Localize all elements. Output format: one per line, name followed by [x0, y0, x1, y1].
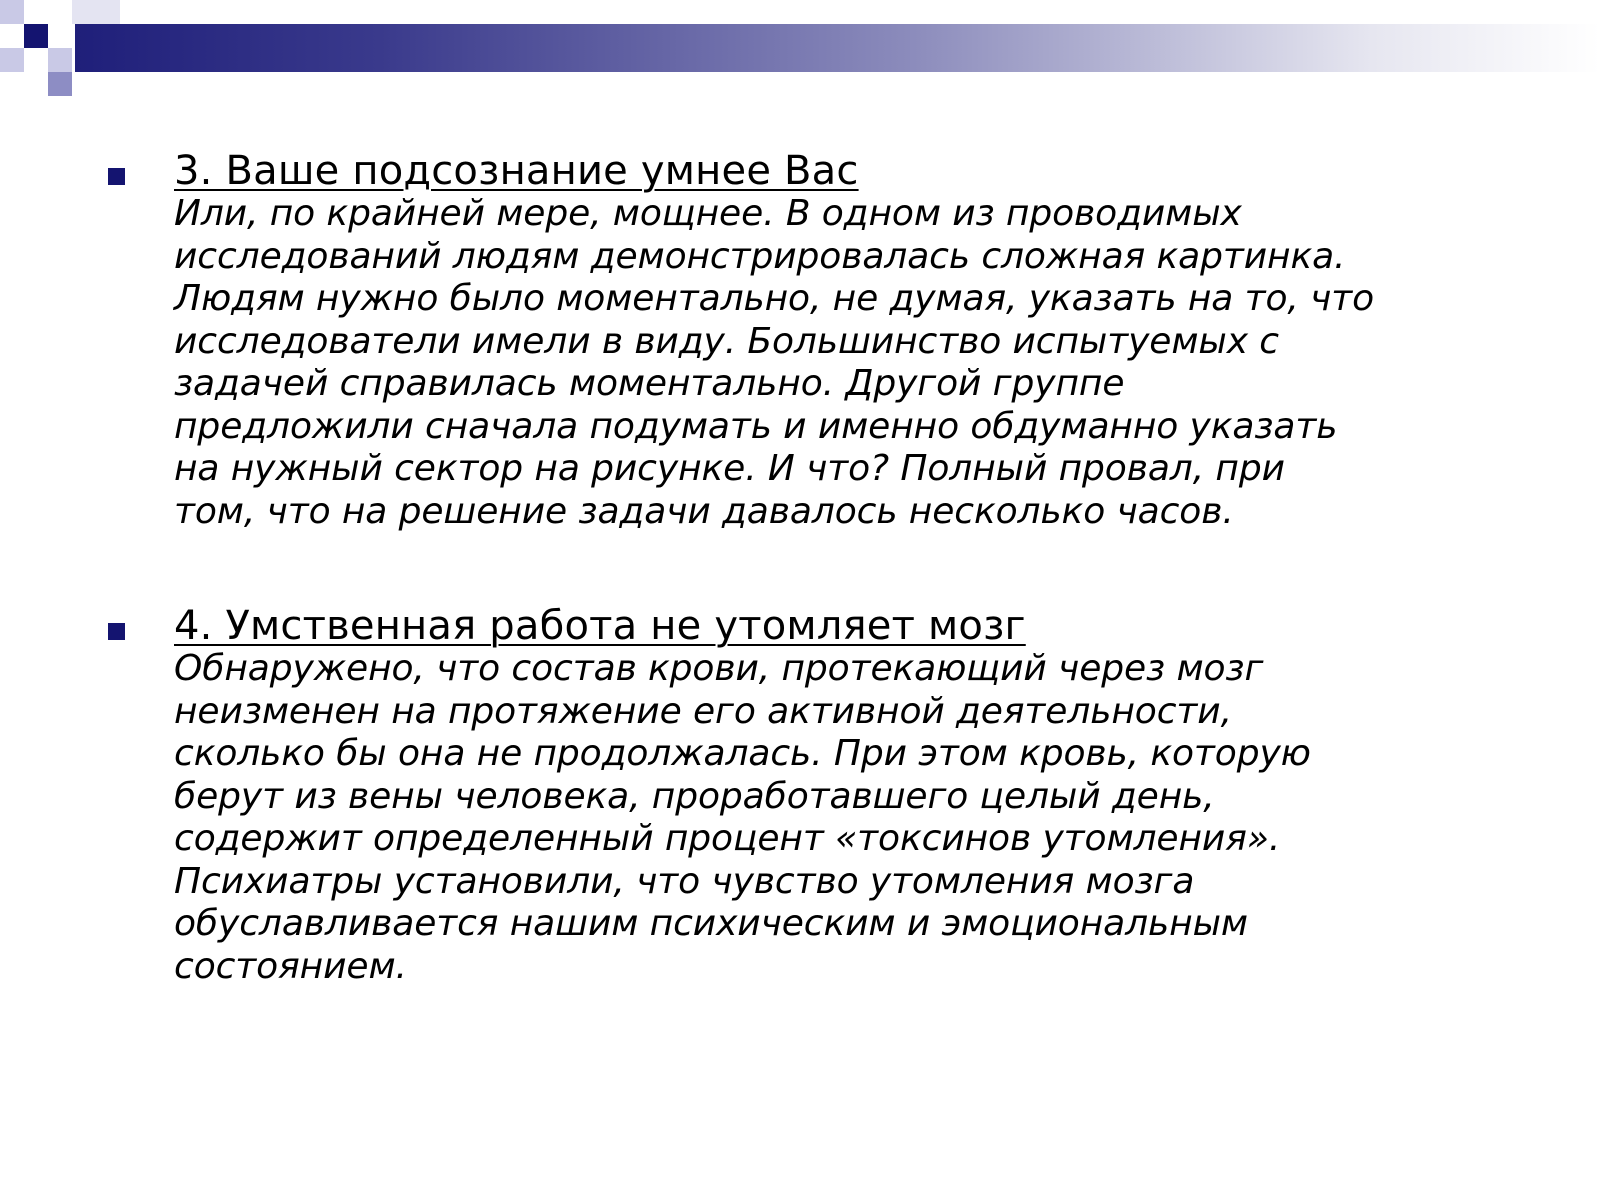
item-body: Или, по крайней мере, мощнее. В одном из проводимых исследований людям демонстрировалась сложная картинка. Людям нужно было моментально, не думая, указать на то, что исследователи имели в виду. Большинство испытуемых с задачей справилась моментально. Другой группе предложили сначала подумать и именно обдуманно указать на нужный сектор на рисунке. И что? Полный провал, при том, что на решение задачи давалось несколько часов. — [174, 193, 1375, 532]
item-heading: 3. Ваше подсознание умнее Вас — [174, 148, 859, 194]
header-gradient-band — [75, 24, 1600, 72]
item-heading: 4. Умственная работа не утомляет мозг — [174, 603, 1026, 649]
decor-square — [48, 72, 72, 96]
decor-square — [0, 48, 24, 72]
item-body: Обнаружено, что состав крови, протекающий через мозг неизменен на протяжение его активной деятельности, сколько бы она не продолжалась. При этом кровь, которую берут из вены человека, проработавшего целый день, содержит определенный процент «токсинов утомления». Психиатры установили, что чувство утомления мозга обуславливается нашим психическим и эмоциональным состоянием. — [174, 648, 1311, 987]
bullet-square-icon — [108, 623, 125, 640]
decor-square — [24, 24, 48, 48]
bullet-square-icon — [108, 168, 125, 185]
bullet-item-text — [174, 150, 1544, 533]
bullet-item-text — [174, 605, 1544, 988]
decor-square — [72, 0, 120, 24]
decor-square — [48, 48, 72, 72]
decor-square — [0, 0, 24, 24]
